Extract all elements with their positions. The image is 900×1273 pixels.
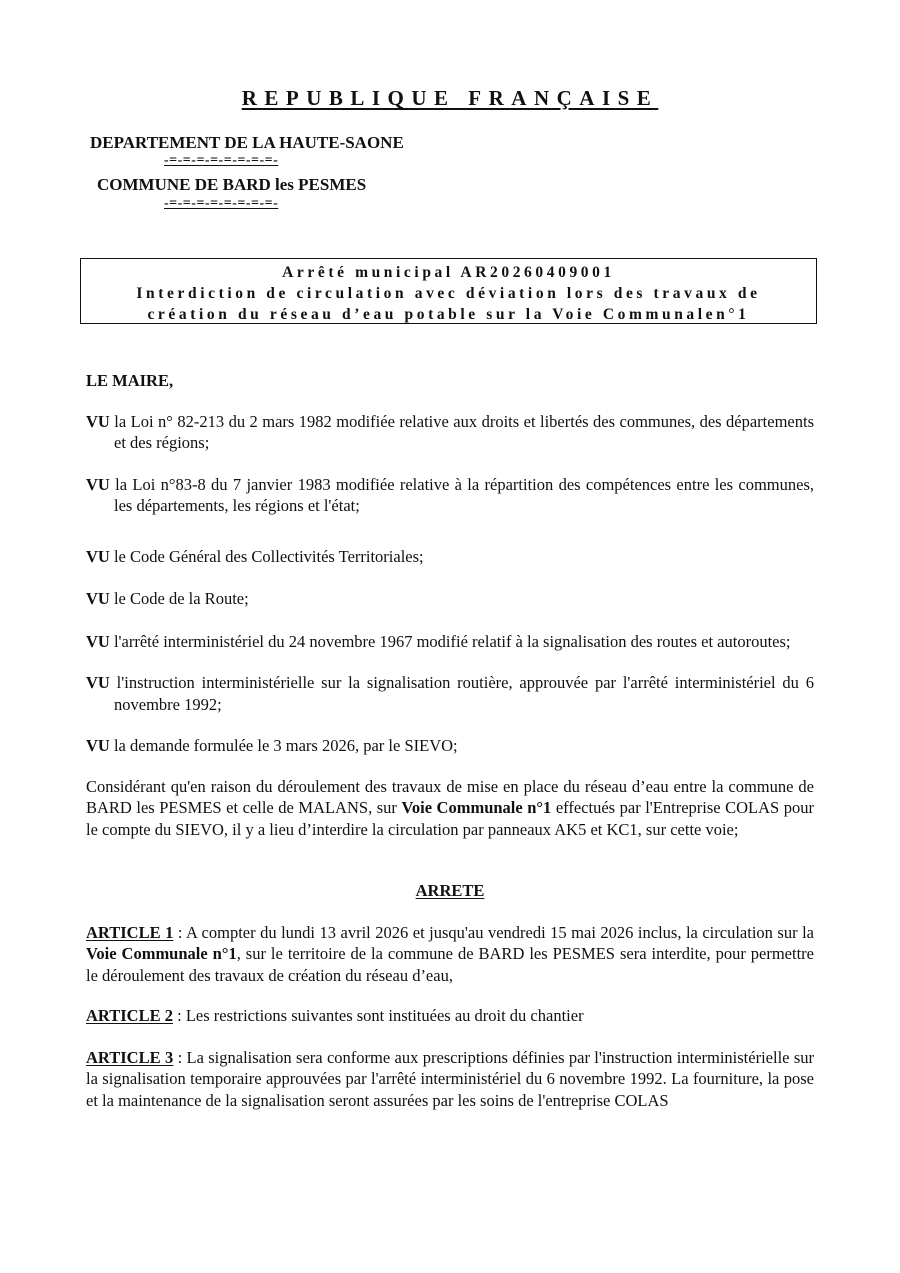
vu-paragraph: VU le Code Général des Collectivités Territoriales; <box>86 546 424 566</box>
vu-paragraph: VU le Code de la Route; <box>86 589 249 608</box>
article-1: ARTICLE 1 : A compter du lundi 13 avril 2026 et jusqu'au vendredi 15 mai 2026 inclus, la circulation sur la Voie Communale n°1, sur le territoire de la commune de BARD les PESMES sera interdite, pour permettre le déroulement des travaux de création du réseau d’eau, <box>86 922 814 985</box>
article-2: ARTICLE 2 : Les restrictions suivantes sont instituées au droit du chantier <box>86 1006 584 1025</box>
arrete-subject-line-1: Interdiction de circulation avec déviation lors des travaux de <box>136 285 761 302</box>
arrete-title-box <box>80 258 817 324</box>
vu-paragraph: VU l'arrêté interministériel du 24 novembre 1967 modifié relatif à la signalisation des routes et autoroutes; <box>86 631 791 651</box>
document-title: REPUBLIQUE FRANÇAISE <box>241 86 659 110</box>
considerant-paragraph: Considérant qu'en raison du déroulement des travaux de mise en place du réseau d’eau entre la commune de BARD les PESMES et celle de MALANS, sur Voie Communale n°1 effectués par l'Entreprise COLAS pour le compte du SIEVO, il y a lieu d’interdire la circulation par panneaux AK5 et KC1, sur cette voie; <box>86 776 815 839</box>
vu-paragraph: VU l'instruction interministérielle sur la signalisation routière, approuvée par l'arrêté interministériel du 6 novembre 1992; <box>86 673 814 714</box>
vu-paragraph: VU la demande formulée le 3 mars 2026, par le SIEVO; <box>86 736 458 755</box>
le-maire-heading: LE MAIRE, <box>86 371 174 390</box>
separator-line: -=-=-=-=-=-=-=-=- <box>164 196 279 211</box>
arrete-number: Arrêté municipal AR20260409001 <box>282 264 615 281</box>
article-3: ARTICLE 3 : La signalisation sera conforme aux prescriptions définies par l'instruction interministérielle sur la signalisation temporaire approuvées par l'arrêté interministériel du 6 novembre 1992. La fourniture, la pose et la maintenance de la signalisation seront assurées par les soins de l'entreprise COLAS <box>86 1047 815 1110</box>
document-body <box>86 370 814 1111</box>
separator-line: -=-=-=-=-=-=-=-=- <box>164 153 279 168</box>
department-name: DEPARTEMENT DE LA HAUTE-SAONE <box>90 133 404 152</box>
commune-name: COMMUNE DE BARD les PESMES <box>97 175 367 194</box>
arrete-heading: ARRETE <box>415 881 485 900</box>
vu-paragraph: VU la Loi n°83-8 du 7 janvier 1983 modifiée relative à la répartition des compétences entre les communes, les départements, les régions et l'état; <box>86 474 814 515</box>
vu-paragraph: VU la Loi n° 82-213 du 2 mars 1982 modifiée relative aux droits et libertés des communes, des départements et des régions; <box>86 411 814 452</box>
arrete-subject-line-2: création du réseau d’eau potable sur la Voie Communalen°1 <box>147 306 750 323</box>
